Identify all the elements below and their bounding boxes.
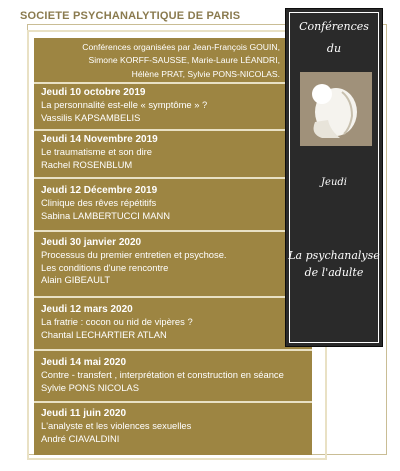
event-speaker: André CIAVALDINI [41, 432, 120, 444]
sculpture-logo [300, 72, 372, 146]
event-speaker: Rachel ROSENBLUM [41, 158, 133, 170]
event-title: La fratrie : cocon ou nid de vipères ? [41, 316, 193, 327]
event-title: Contre - transfert , interprétation et construction en séance [41, 369, 284, 380]
event-item [41, 133, 158, 171]
organizers-line: Conférences organisées par Jean-François GOUIN, [82, 42, 280, 52]
event-date: Jeudi 12 Décembre 2019 [41, 185, 158, 196]
event-speaker: Chantal LECHARTIER ATLAN [41, 328, 167, 340]
organizers-block [40, 41, 280, 81]
event-date: Jeudi 14 mai 2020 [41, 357, 127, 368]
event-date: Jeudi 14 Novembre 2019 [41, 134, 158, 145]
divider [34, 177, 312, 179]
event-item [41, 407, 191, 445]
event-item [41, 303, 193, 341]
event-speaker: Alain GIBEAULT [41, 274, 111, 286]
side-title-line1: Conférences [299, 20, 369, 33]
event-date: Jeudi 11 juin 2020 [41, 408, 127, 419]
event-date: Jeudi 10 octobre 2019 [41, 87, 146, 98]
side-theme-line1: La psychanalyse [288, 249, 380, 262]
event-title: L'analyste et les violences sexuelles [41, 420, 192, 431]
event-item [41, 236, 227, 287]
event-title: Clinique des rêves répétitifs [41, 197, 157, 208]
event-title: Processus du premier entretien et psychose. [41, 249, 227, 260]
event-title-line2: Les conditions d'une rencontre [41, 261, 169, 273]
organizers-line: Hélène PRAT, Sylvie PONS-NICOLAS. [131, 68, 280, 79]
side-theme-line2: de l'adulte [304, 266, 364, 279]
divider [34, 401, 312, 403]
event-title: Le traumatisme et son dire [41, 146, 152, 157]
event-date: Jeudi 12 mars 2020 [41, 304, 133, 315]
event-item [41, 86, 207, 124]
divider [34, 349, 312, 351]
event-item [41, 184, 170, 222]
organizers-line: Simone KORFF-SAUSSE, Marie-Laure LÉANDRI, [88, 55, 280, 66]
event-speaker: Vassilis KAPSAMBELIS [41, 111, 141, 123]
event-speaker: Sabina LAMBERTUCCI MANN [41, 209, 171, 221]
side-title-line2: du [326, 42, 342, 55]
society-name: SOCIETE PSYCHANALYTIQUE DE PARIS [20, 10, 241, 22]
sculpture-icon [300, 72, 372, 146]
event-date: Jeudi 30 janvier 2020 [41, 237, 142, 248]
divider [34, 296, 312, 298]
event-title: La personnalité est-elle « symptôme » ? [41, 99, 208, 110]
divider [34, 82, 312, 84]
divider [34, 129, 312, 131]
event-speaker: Sylvie PONS NICOLAS [41, 381, 139, 393]
divider [34, 230, 312, 232]
event-item [41, 356, 284, 394]
side-day: Jeudi [321, 177, 347, 188]
